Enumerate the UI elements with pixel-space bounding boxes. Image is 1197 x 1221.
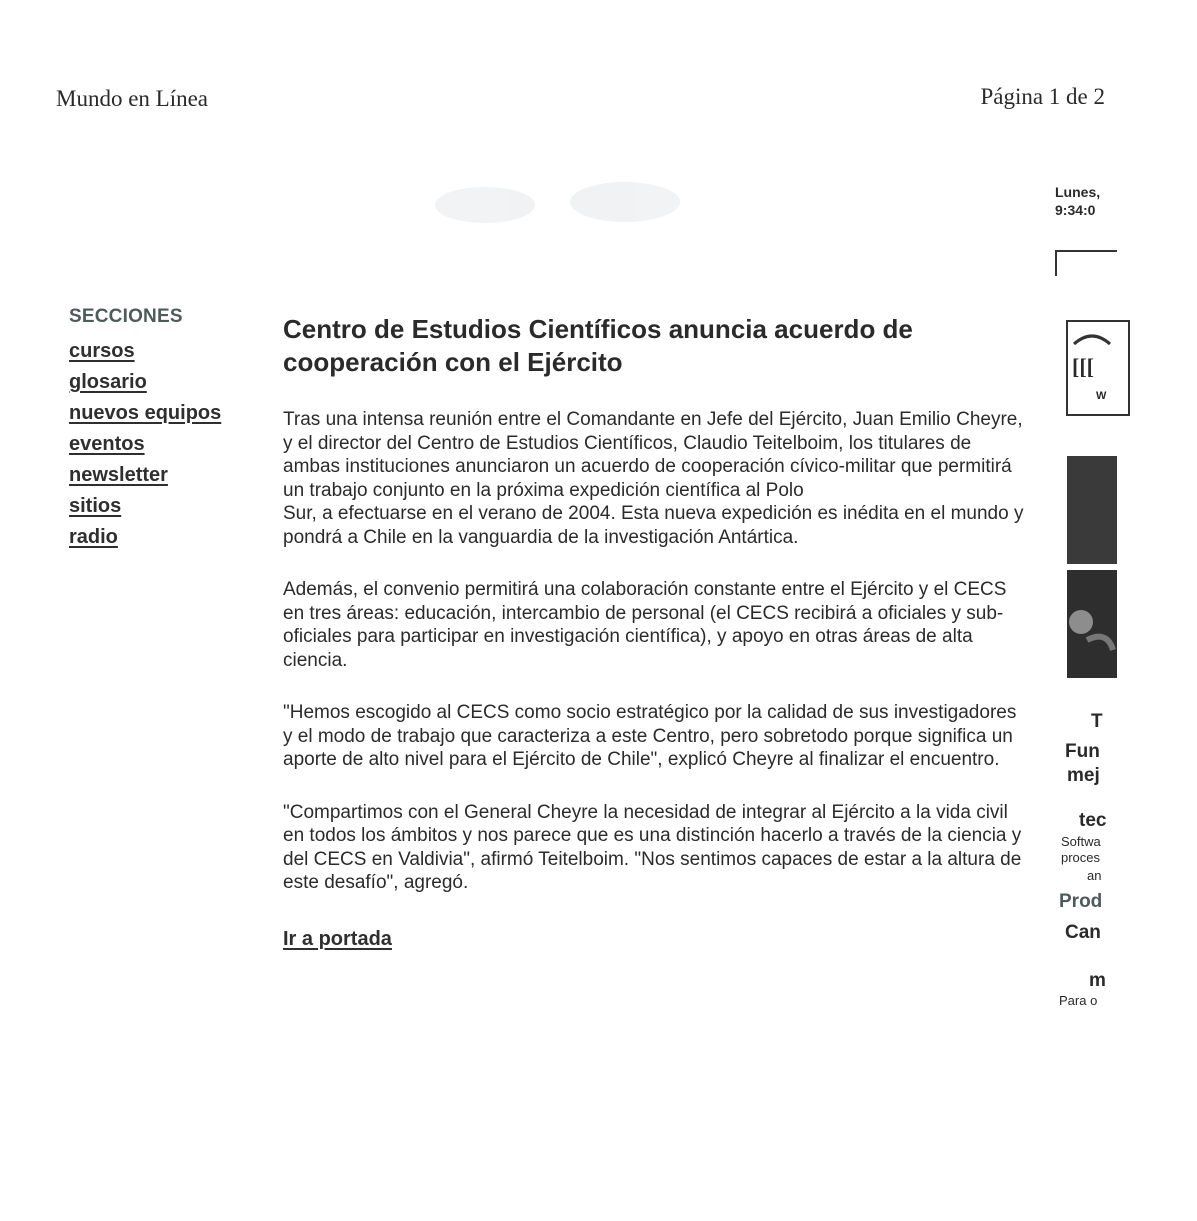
sidebar-link-nuevos-equipos[interactable]: nuevos equipos [69, 402, 222, 424]
search-input[interactable] [1055, 250, 1117, 276]
sidebar-item-sitios [69, 491, 259, 522]
promo-fragment: tec [1079, 810, 1107, 831]
sidebar-link-newsletter[interactable]: newsletter [69, 464, 168, 486]
sponsor-logo-box[interactable] [1066, 320, 1130, 416]
date-line-day: Lunes, [1055, 184, 1101, 200]
promo-fragment: Softwa [1061, 834, 1101, 849]
sidebar-item-eventos [69, 429, 259, 460]
promo-fragment: mej [1067, 765, 1100, 786]
faded-banner-logo [425, 180, 685, 230]
sidebar-link-glosario[interactable]: glosario [69, 371, 147, 393]
right-column-cropped [1055, 180, 1107, 1040]
sidebar-link-cursos[interactable]: cursos [69, 340, 135, 362]
sidebar-link-sitios[interactable]: sitios [69, 495, 122, 517]
sidebar-item-glosario [69, 367, 259, 398]
print-header-site: Mundo en Línea [56, 86, 209, 111]
article-paragraph: Sur, a efectuarse en el verano de 2004. Esta nueva expedición es inédita en el mundo y pondrá a Chile en la vanguardia de la investigación Antártica. [283, 503, 1024, 548]
back-to-home-link[interactable]: Ir a portada [283, 927, 392, 950]
promo-fragment: Can [1065, 922, 1101, 943]
article-paragraph: Además, el convenio permitirá una colaboración constante entre el Ejército y el CECS en tres áreas: educación, intercambio de personal (el CECS recibirá a oficiales y sub-oficiales para participar en investigación científica), y apoyo en otras áreas de alta ciencia. [283, 579, 1007, 671]
sections-list [69, 336, 259, 553]
sponsor-logo-caption: W [1096, 390, 1107, 402]
sidebar-link-eventos[interactable]: eventos [69, 433, 145, 455]
promo-fragment: m [1089, 970, 1106, 991]
sidebar-item-nuevos-equipos [69, 398, 259, 429]
promo-fragment: proces [1061, 850, 1101, 865]
date-line-time: 9:34:0 [1055, 202, 1096, 218]
print-header-page-indicator: Página 1 de 2 [980, 84, 1105, 109]
article-title: Centro de Estudios Científicos anuncia acuerdo de cooperación con el Ejército [283, 314, 913, 377]
promo-fragment: an [1087, 868, 1102, 883]
article-paragraph: "Compartimos con el General Cheyre la necesidad de integrar al Ejército a la vida civil en todos los ámbitos y nos parece que es una distinción hacerlo a través de la ciencia y del CECS en Valdivia", afirmó Teitelboim. "Nos sentimos capaces de estar a la altura de este desafío", agregó. [283, 801, 1022, 893]
promo-fragment: T [1091, 711, 1103, 732]
article-paragraph: Tras una intensa reunión entre el Comandante en Jefe del Ejército, Juan Emilio Cheyre, y el director del Centro de Estudios Científicos, Claudio Teitelboim, los titulares de ambas instituciones anunciaron un acuerdo de cooperación cívico-militar que permitirá un trabajo conjunto en la próxima expedición científica al Polo [283, 409, 1023, 501]
promo-fragment: Para o [1059, 993, 1098, 1008]
article-paragraph: "Hemos escogido al CECS como socio estratégico por la calidad de sus investigadores y el modo de trabajo que caracteriza a este Centro, pero sobretodo porque significa un aporte de alto nivel para el Ejército de Chile", explicó Cheyre al finalizar el encuentro. [283, 702, 1017, 770]
sidebar-item-radio [69, 522, 259, 553]
sidebar-item-newsletter [69, 460, 259, 491]
promo-fragment: Prod [1059, 891, 1103, 912]
ad-photo-top[interactable] [1067, 456, 1117, 564]
sections-heading: SECCIONES [69, 306, 183, 327]
ad-photo-bottom[interactable] [1067, 570, 1117, 678]
ad-photo-artwork [1067, 570, 1117, 678]
date-display [1055, 183, 1100, 219]
sidebar-link-radio[interactable]: radio [69, 526, 118, 548]
article [283, 313, 1028, 951]
sponsor-logo-text: [[[ [1072, 354, 1094, 379]
sidebar-item-cursos [69, 336, 259, 367]
sections-sidebar [69, 306, 259, 553]
promo-fragment: Fun [1065, 741, 1100, 762]
